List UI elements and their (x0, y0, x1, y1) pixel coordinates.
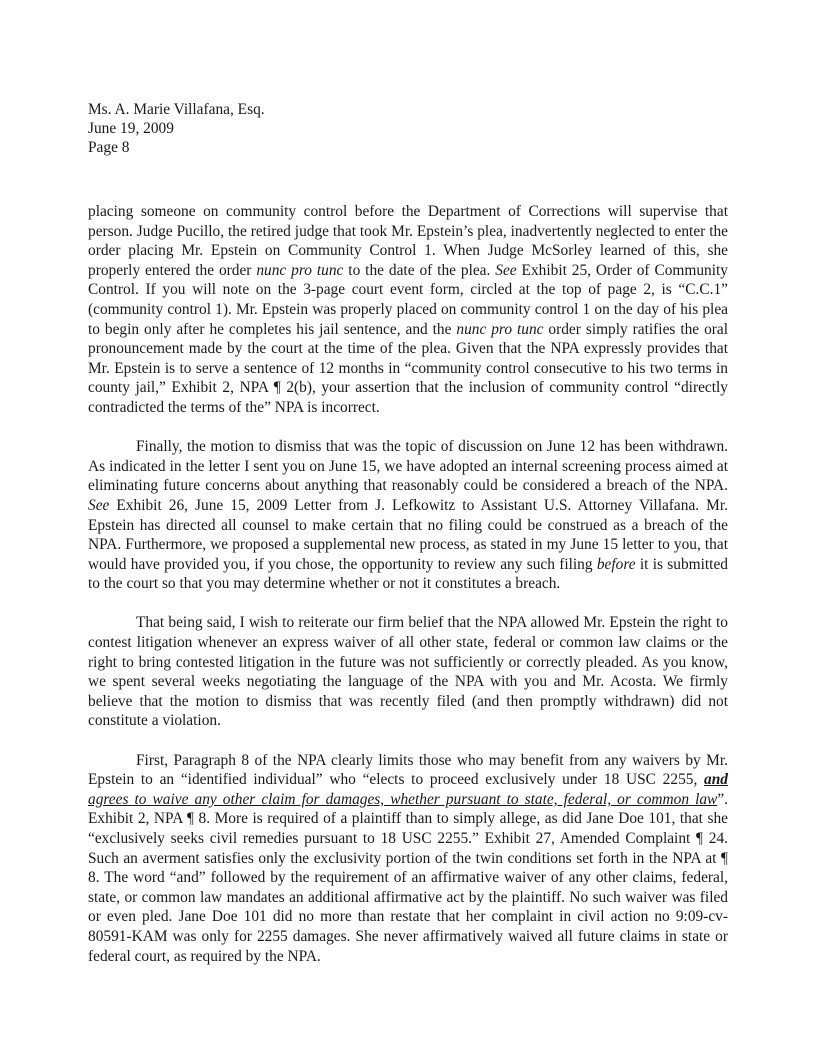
paragraph-motion-withdrawn: Finally, the motion to dismiss that was the topic of discussion on June 12 has been withdrawn. As indicated in the letter I sent you on June 15, we have adopted an internal screening process aimed at eliminating future concerns about anything that reasonably could be considered a breach of the NPA. See Exhibit 26, June 15, 2009 Letter from J. Lefkowitz to Assistant U.S. Attorney Villafana. Mr. Epstein has directed all counsel to make certain that no filing could be construed as a breach of the NPA. Furthermore, we proposed a supplemental new process, as stated in my June 15 letter to you, that would have provided you, if you chose, the opportunity to review any such filing before it is submitted to the court so that you may determine whether or not it constitutes a breach. (88, 438, 728, 593)
recipient-line: Ms. A. Marie Villafana, Esq. (88, 101, 265, 118)
letter-header (88, 100, 265, 157)
letter-body (88, 202, 728, 966)
paragraph-npa-waiver: First, Paragraph 8 of the NPA clearly limits those who may benefit from any waivers by Mr. Epstein to an “identified individual” who “elects to proceed exclusively under 18 USC 2255, and agrees to waive any other claim for damages, whether pursuant to state, federal, or common law”. Exhibit 2, NPA ¶ 8. More is required of a plaintiff than to simply allege, as did Jane Doe 101, that she “exclusively seeks civil remedies pursuant to 18 USC 2255.” Exhibit 27, Amended Complaint ¶ 24. Such an averment satisfies only the exclusivity portion of the twin conditions set forth in the NPA at ¶ 8. The word “and” followed by the requirement of an affirmative waiver of any other claims, federal, state, or common law mandates an additional affirmative act by the plaintiff. No such waiver was filed or even pled. Jane Doe 101 did no more than restate that her complaint in civil action no 9:09-cv-80591-KAM was only for 2255 damages. She never affirmatively waived all future claims in state or federal court, as required by the NPA. (88, 751, 728, 965)
paragraph-community-control: placing someone on community control before the Department of Corrections will supervise that person. Judge Pucillo, the retired judge that took Mr. Epstein’s plea, inadvertently neglected to enter the order placing Mr. Epstein on Community Control 1. When Judge McSorley learned of this, she properly entered the order nunc pro tunc to the date of the plea. See Exhibit 25, Order of Community Control. If you will note on the 3-page court event form, circled at the top of page 2, is “C.C.1” (community control 1). Mr. Epstein was properly placed on community control 1 on the day of his plea to begin only after he completes his jail sentence, and the nunc pro tunc order simply ratifies the oral pronouncement made by the court at the time of the plea. Given that the NPA expressly provides that Mr. Epstein is to serve a sentence of 12 months in “community control consecutive to his two terms in county jail,” Exhibit 2, NPA ¶ 2(b), your assertion that the inclusion of community control “directly contradicted the terms of the” NPA is incorrect. (88, 203, 728, 416)
paragraph-firm-belief: That being said, I wish to reiterate our firm belief that the NPA allowed Mr. Epstein the right to contest litigation whenever an express waiver of all other state, federal or common law claims or the right to bring contested litigation in the future was not sufficiently or correctly pleaded. As you know, we spent several weeks negotiating the language of the NPA with you and Mr. Acosta. We firmly believe that the motion to dismiss that was recently filed (and then promptly withdrawn) did not constitute a violation. (88, 614, 728, 730)
date-line: June 19, 2009 (88, 120, 174, 137)
page-number-line: Page 8 (88, 139, 130, 156)
